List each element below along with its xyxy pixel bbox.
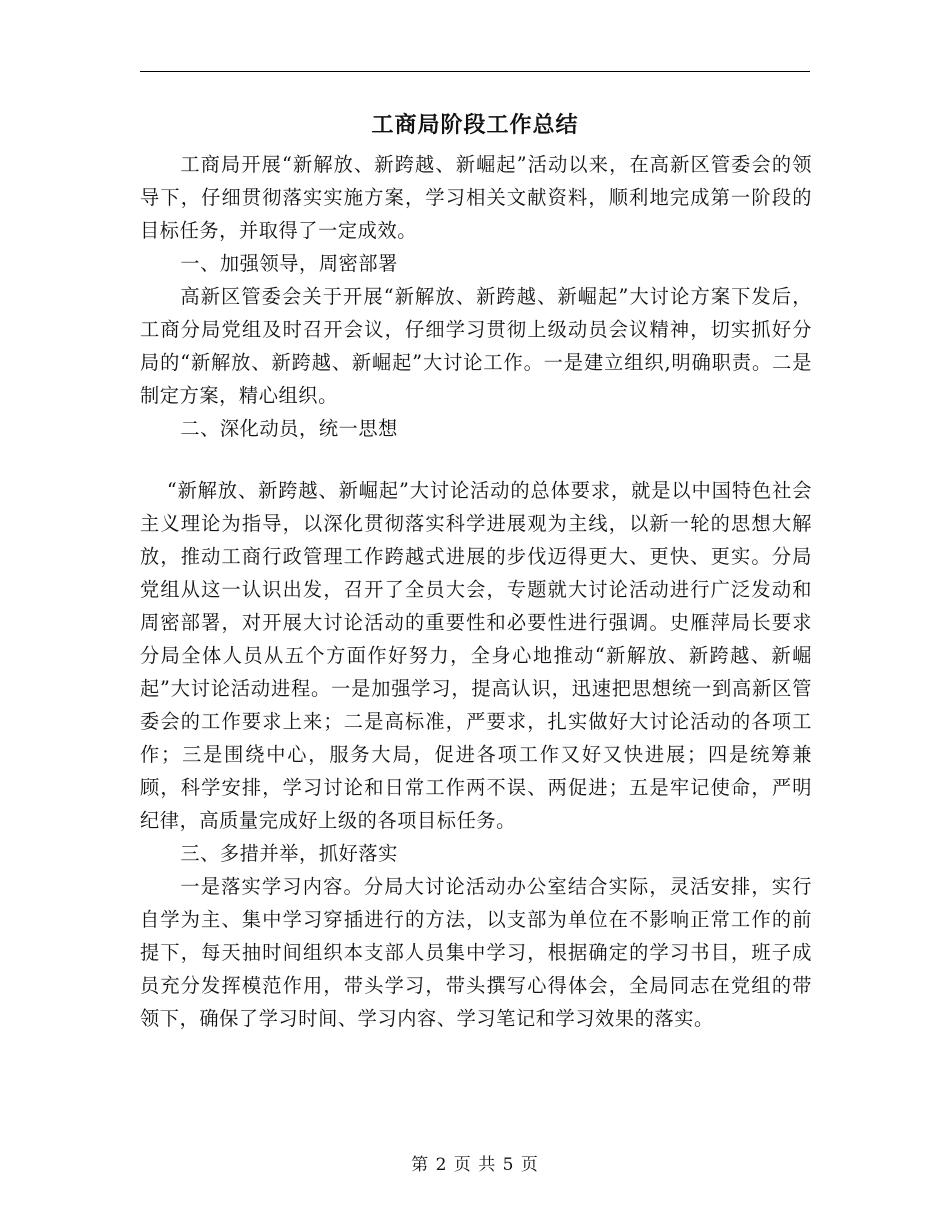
section-heading-1: 一、加强领导，周密部署 [180, 252, 398, 275]
section-1-paragraph: 高新区管委会关于开展“新解放、新跨越、新崛起”大讨论方案下发后，工商分局党组及时召开会议，仔细学习贯彻上级动员会议精神，切实抓好分局的“新解放、新跨越、新崛起”大讨论工作。一是建立组织,明确职责。二是制定方案，精心组织。 [140, 285, 812, 407]
document-title: 工商局阶段工作总结 [371, 113, 579, 138]
section-heading-2: 二、深化动员，统一思想 [180, 417, 398, 440]
intro-paragraph: 工商局开展“新解放、新跨越、新崛起”活动以来，在高新区管委会的领导下，仔细贯彻落实实施方案，学习相关文献资料，顺利地完成第一阶段的目标任务，并取得了一定成效。 [140, 153, 812, 242]
page-number-footer: 第 2 页 共 5 页 [411, 1155, 539, 1175]
document-body [140, 148, 812, 1035]
header-rule [140, 71, 810, 72]
section-3-paragraph: 一是落实学习内容。分局大讨论活动办公室结合实际，灵活安排，实行自学为主、集中学习穿插进行的方法，以支部为单位在不影响正常工作的前提下，每天抽时间组织本支部人员集中学习，根据确定的学习书目，班子成员充分发挥模范作用，带头学习，带头撰写心得体会，全局同志在党组的带领下，确保了学习时间、学习内容、学习笔记和学习效果的落实。 [140, 875, 812, 1030]
section-heading-3: 三、多措并举，抓好落实 [180, 842, 398, 865]
section-2-paragraph: “新解放、新跨越、新崛起”大讨论活动的总体要求，就是以中国特色社会主义理论为指导，以深化贯彻落实科学进展观为主线，以新一轮的思想大解放，推动工商行政管理工作跨越式进展的步伐迈得更大、更快、更实。分局党组从这一认识出发，召开了全员大会，专题就大讨论活动进行广泛发动和周密部署，对开展大讨论活动的重要性和必要性进行强调。史雁萍局长要求分局全体人员从五个方面作好努力，全身心地推动“新解放、新跨越、新崛起”大讨论活动进程。一是加强学习，提高认识，迅速把思想统一到高新区管委会的工作要求上来；二是高标准，严要求，扎实做好大讨论活动的各项工作；三是围绕中心，服务大局，促进各项工作又好又快进展；四是统筹兼顾，科学安排，学习讨论和日常工作两不误、两促进；五是牢记使命，严明纪律，高质量完成好上级的各项目标任务。 [140, 479, 812, 832]
